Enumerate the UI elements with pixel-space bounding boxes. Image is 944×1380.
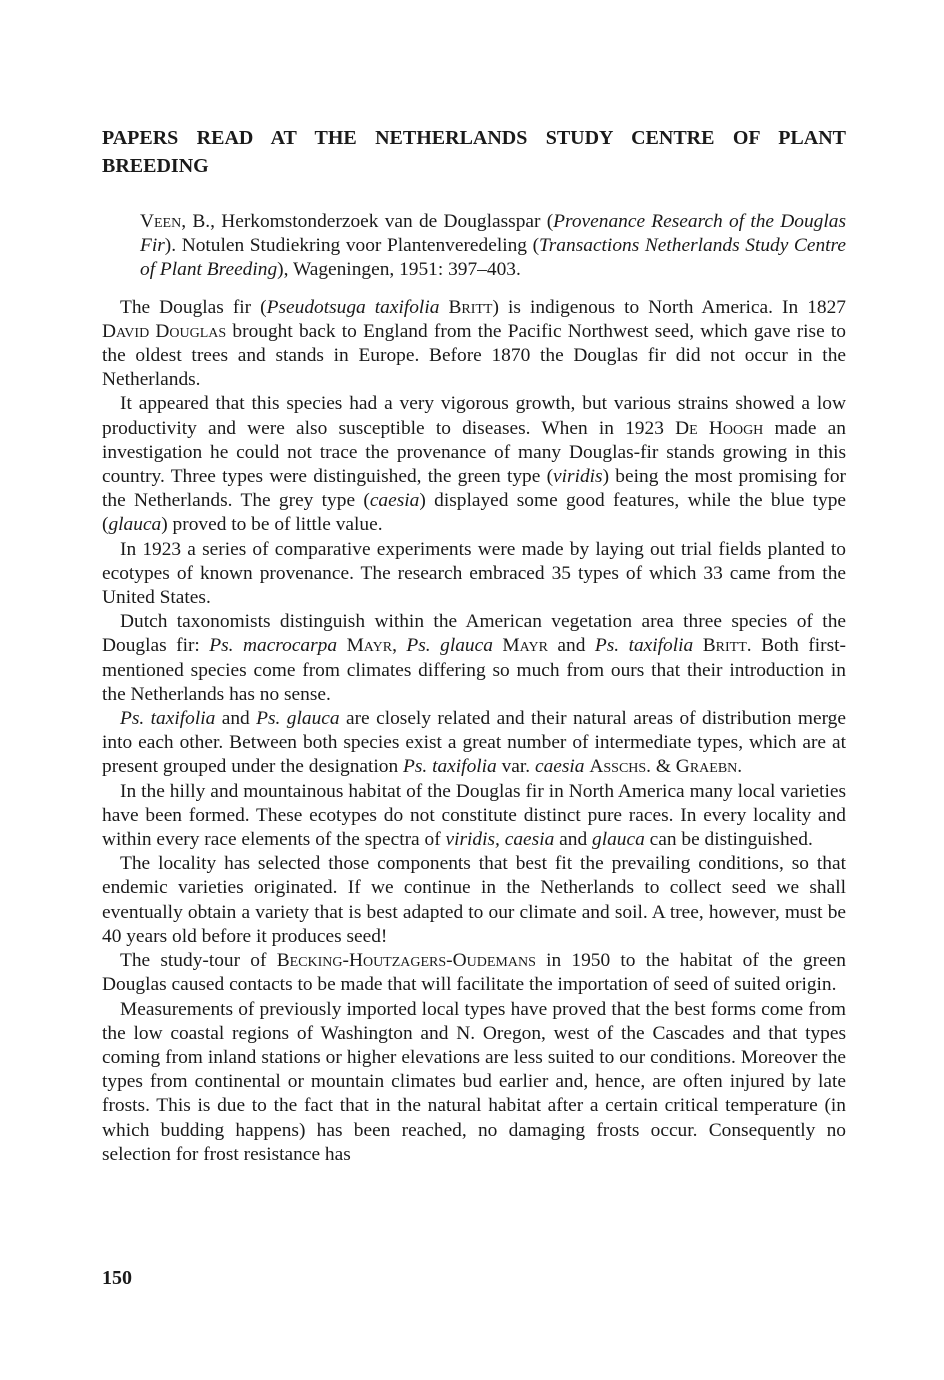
reference-title: Provenance Research of the Douglas Fir bbox=[140, 211, 847, 257]
paragraph-5: Ps. taxifolia and Ps. glauca are closely related and their natural areas of distribution merge into each other. Between both species exist a great number of intermediate types, which are at present grouped under the designation Ps. taxifolia var. caesia Asschs. & Graebn. bbox=[102, 708, 846, 778]
paragraph-1: The Douglas fir (Pseudotsuga taxifolia Britt) is indigenous to North America. In 1827 David Douglas brought back to England from the Pacific Northwest seed, which gave rise to the oldest trees and stands in Europe. Before 1870 the Douglas fir did not occur in the Netherlands. bbox=[102, 296, 846, 391]
paragraph-6: In the hilly and mountainous habitat of the Douglas fir in North America many local varieties have been formed. These ecotypes do not constitute distinct pure races. In every locality and within every race elements of the spectra of viridis, caesia and glauca can be distinguished. bbox=[102, 780, 846, 851]
paragraph-7: The locality has selected those components that best fit the prevailing conditions, so that endemic varieties originated. If we continue in the Netherlands to collect seed we shall eventually obtain a variety that is best adapted to our climate and soil. A tree, however, must be 40 years old before it produces seed! bbox=[102, 853, 846, 947]
reference-author: Veen bbox=[140, 211, 182, 232]
paragraph-4: Dutch taxonomists distinguish within the American vegetation area three species of the Douglas fir: Ps. macrocarpa Mayr, Ps. glauca Mayr and Ps. taxifolia Britt. Both first-mentioned species come from climates differing so much from ours that their introduction in the Netherlands has no sense. bbox=[102, 611, 846, 705]
paragraph-3: In 1923 a series of comparative experiments were made by laying out trial fields planted to ecotypes of known provenance. The research embraced 35 types of which 33 came from the United States. bbox=[102, 538, 846, 609]
page-number: 150 bbox=[102, 1267, 132, 1289]
page-content bbox=[102, 124, 846, 1167]
reference-journal: Transactions Netherlands Study Centre of Plant Breeding bbox=[140, 235, 846, 281]
section-heading: PAPERS READ AT THE NETHERLANDS STUDY CENTRE OF PLANT BREEDING bbox=[102, 127, 846, 177]
paragraph-8: The study-tour of Becking-Houtzagers-Oudemans in 1950 to the habitat of the green Douglas caused contacts to be made that will facilitate the importation of seed of suited origin. bbox=[102, 950, 846, 996]
paragraph-9: Measurements of previously imported local types have proved that the best forms come from the low coastal regions of Washington and N. Oregon, west of the Cascades and that types coming from inland stations or higher elevations are less suited to our conditions. Moreover the types from continental or mountain climates bud earlier and, hence, are often injured by late frosts. This is due to the fact that in the natural habitat after a certain critical temperature (in which budding happens) has been reached, no damaging frosts occur. Consequently no selection for frost resistance has bbox=[102, 998, 846, 1165]
article-body bbox=[102, 296, 846, 1167]
paragraph-2: It appeared that this species had a very vigorous growth, but various strains showed a low productivity and were also susceptible to diseases. When in 1923 De Hoogh made an investigation he could not trace the provenance of many Douglas-fir stands growing in this country. Three types were distinguished, the green type (viridis) being the most promising for the Netherlands. The grey type (caesia) displayed some good features, while the blue type (glauca) proved to be of little value. bbox=[102, 393, 847, 536]
bibliographic-reference: Veen, B., Herkomstonderzoek van de Douglasspar (Provenance Research of the Douglas Fir). Notulen Studiekring voor Plantenveredeling (Transactions Netherlands Study Centre of Plant Breeding), Wageningen, 1951: 397–403. bbox=[140, 211, 847, 281]
